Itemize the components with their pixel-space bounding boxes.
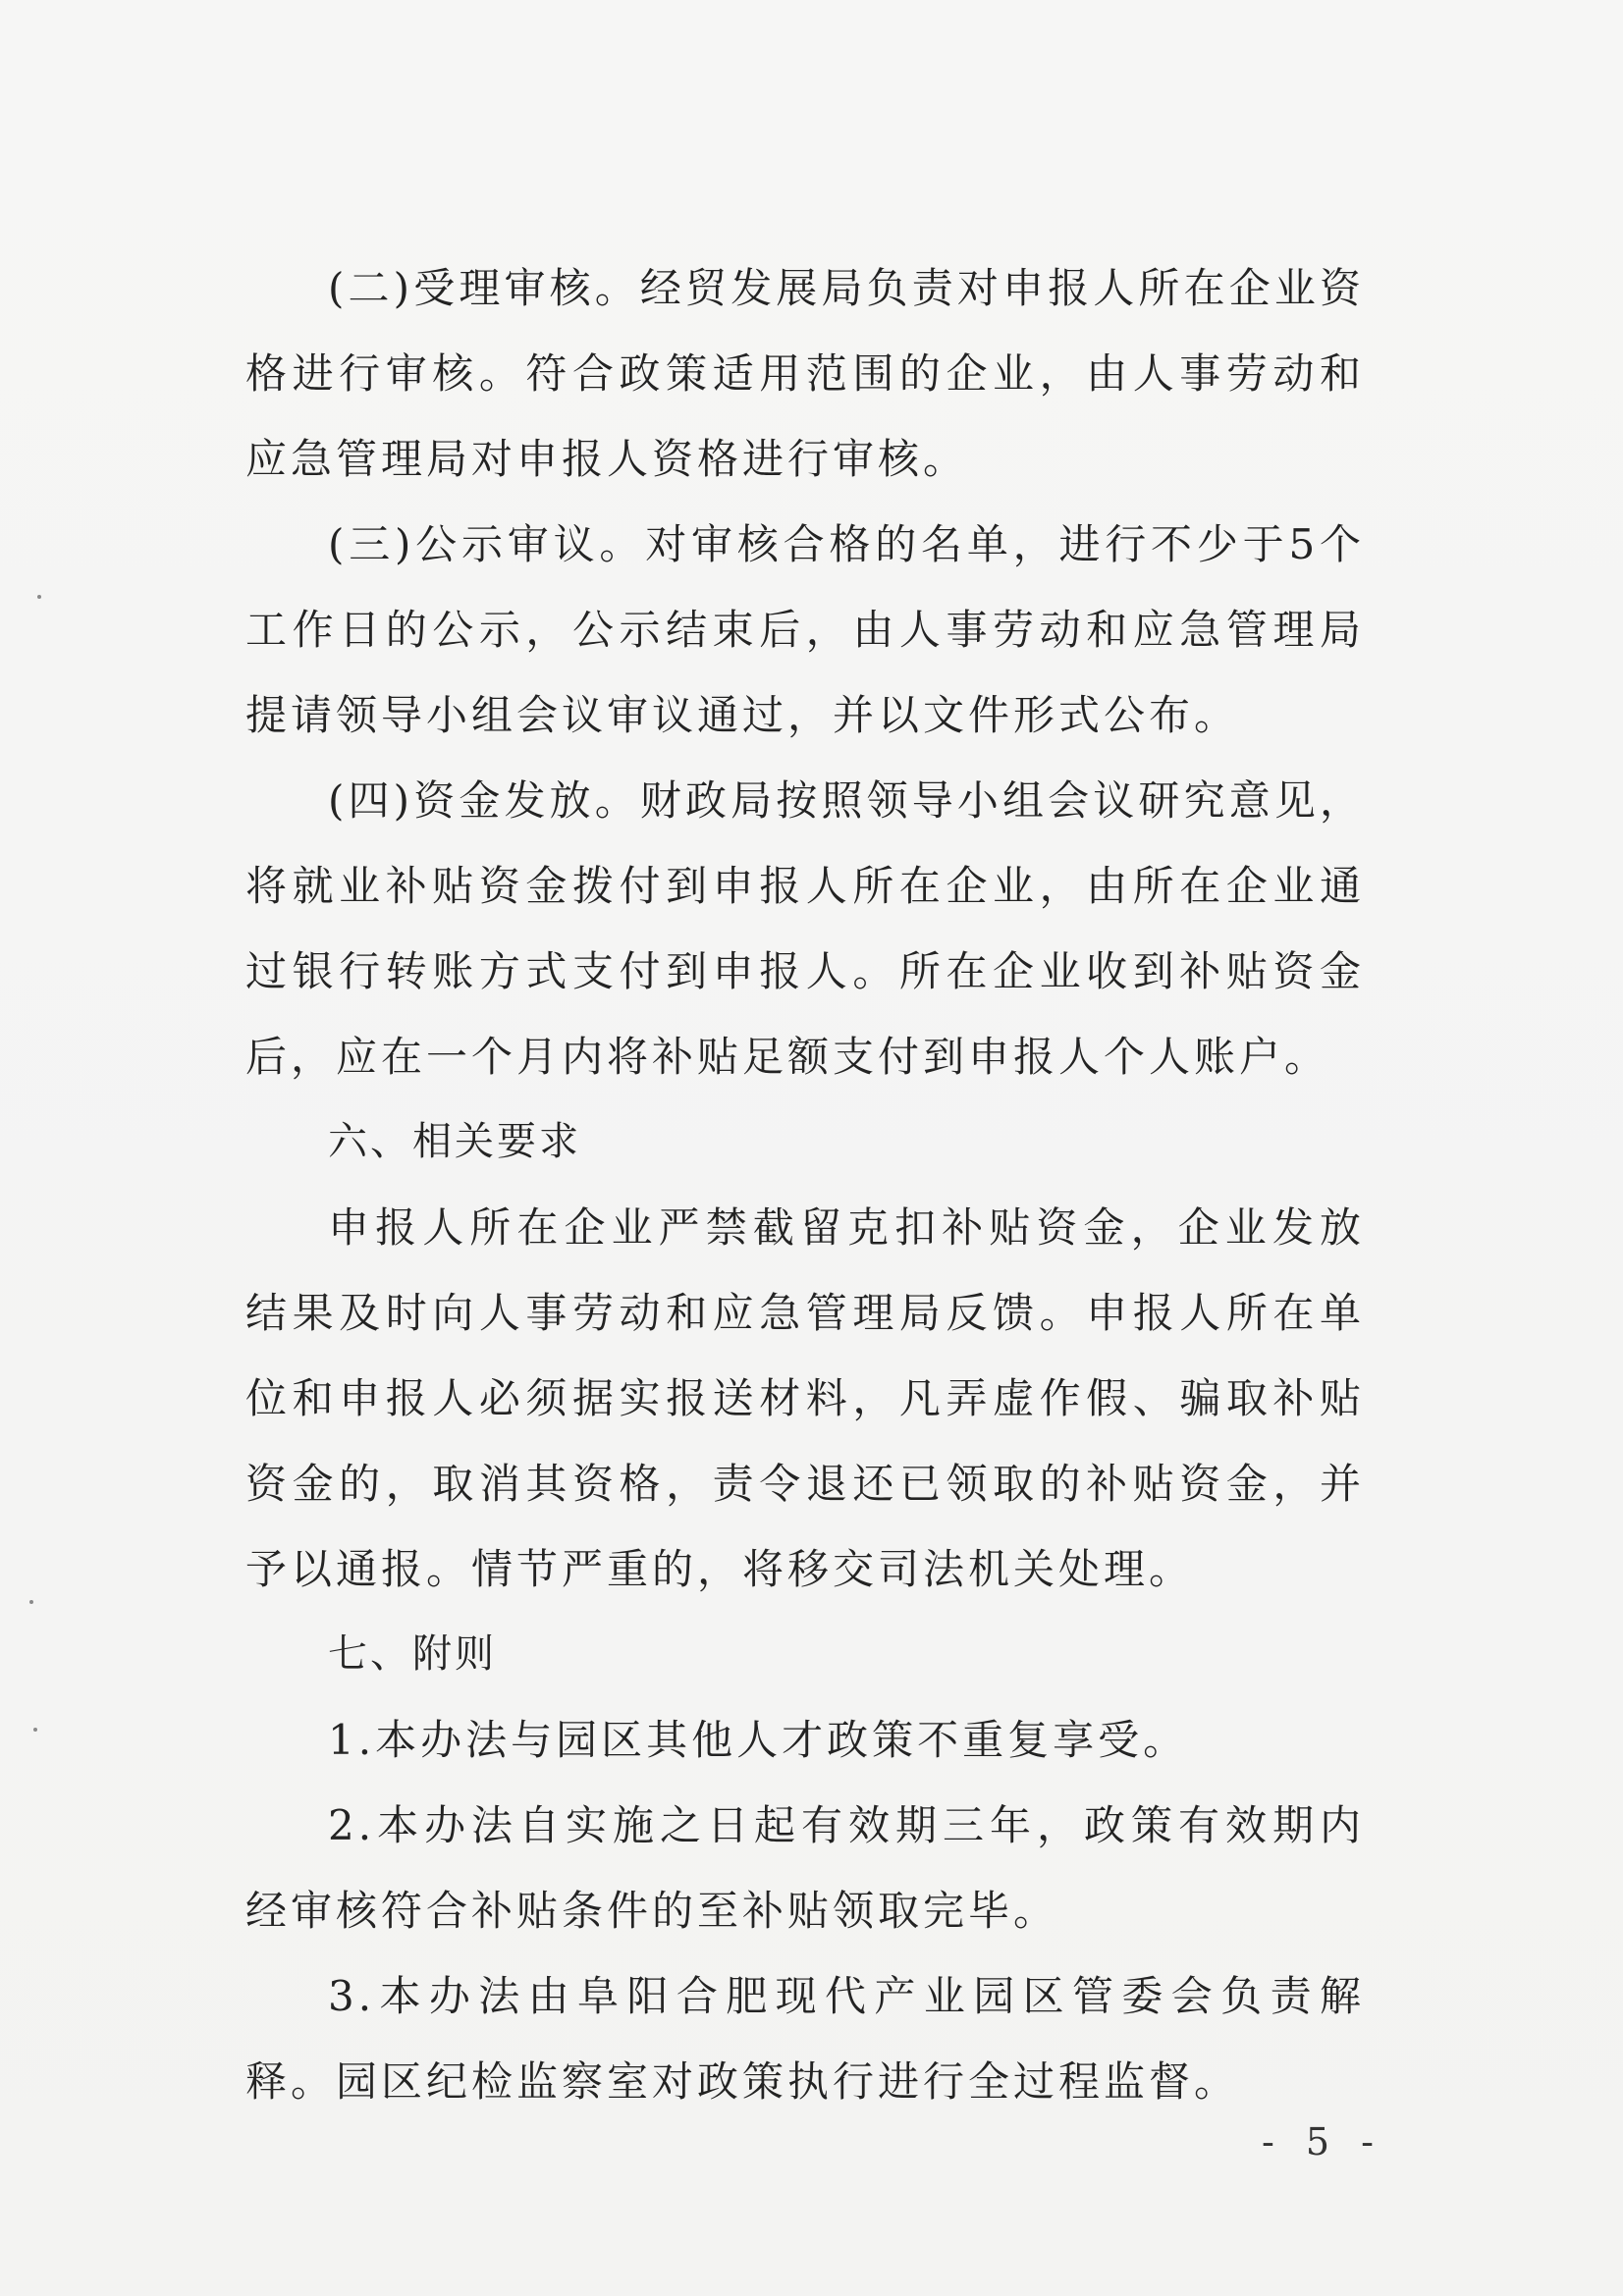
section-heading-supplementary: 七、附则 bbox=[328, 1631, 497, 1677]
section-heading-requirements: 六、相关要求 bbox=[328, 1119, 581, 1164]
page-number: - 5 - bbox=[1262, 2120, 1384, 2163]
paragraph-requirements: 申报人所在企业严禁截留克扣补贴资金，企业发放结果及时向人事劳动和应急管理局反馈。申报人所在单位和申报人必须据实报送材料，凡弄虚作假、骗取补贴资金的，取消其资格，责令退还已领取的补贴资金，并予以通报。情节严重的，将移交司法机关处理。 bbox=[245, 1203, 1365, 1593]
paragraph-acceptance-review: (二)受理审核。经贸发展局负责对申报人所在企业资格进行审核。符合政策适用范围的企业，由人事劳动和应急管理局对申报人资格进行审核。 bbox=[245, 264, 1365, 483]
supplementary-item-3: 3.本办法由阜阳合肥现代产业园区管委会负责解释。园区纪检监察室对政策执行进行全过程监督。 bbox=[245, 1972, 1365, 2106]
document-body bbox=[245, 245, 1365, 2124]
paragraph-fund-disbursement: (四)资金发放。财政局按照领导小组会议研究意见，将就业补贴资金拨付到申报人所在企业，由所在企业通过银行转账方式支付到申报人。所在企业收到补贴资金后，应在一个月内将补贴足额支付到申报人个人账户。 bbox=[245, 776, 1365, 1081]
paragraph-public-review: (三)公示审议。对审核合格的名单，进行不少于5个工作日的公示，公示结束后，由人事劳动和应急管理局提请领导小组会议审议通过，并以文件形式公布。 bbox=[245, 520, 1365, 739]
supplementary-item-2: 2.本办法自实施之日起有效期三年，政策有效期内经审核符合补贴条件的至补贴领取完毕。 bbox=[245, 1801, 1365, 1935]
scan-speck bbox=[33, 1728, 37, 1732]
scan-speck bbox=[37, 595, 41, 599]
supplementary-item-1: 1.本办法与园区其他人才政策不重复享受。 bbox=[328, 1716, 1189, 1764]
scan-speck bbox=[29, 1600, 33, 1604]
